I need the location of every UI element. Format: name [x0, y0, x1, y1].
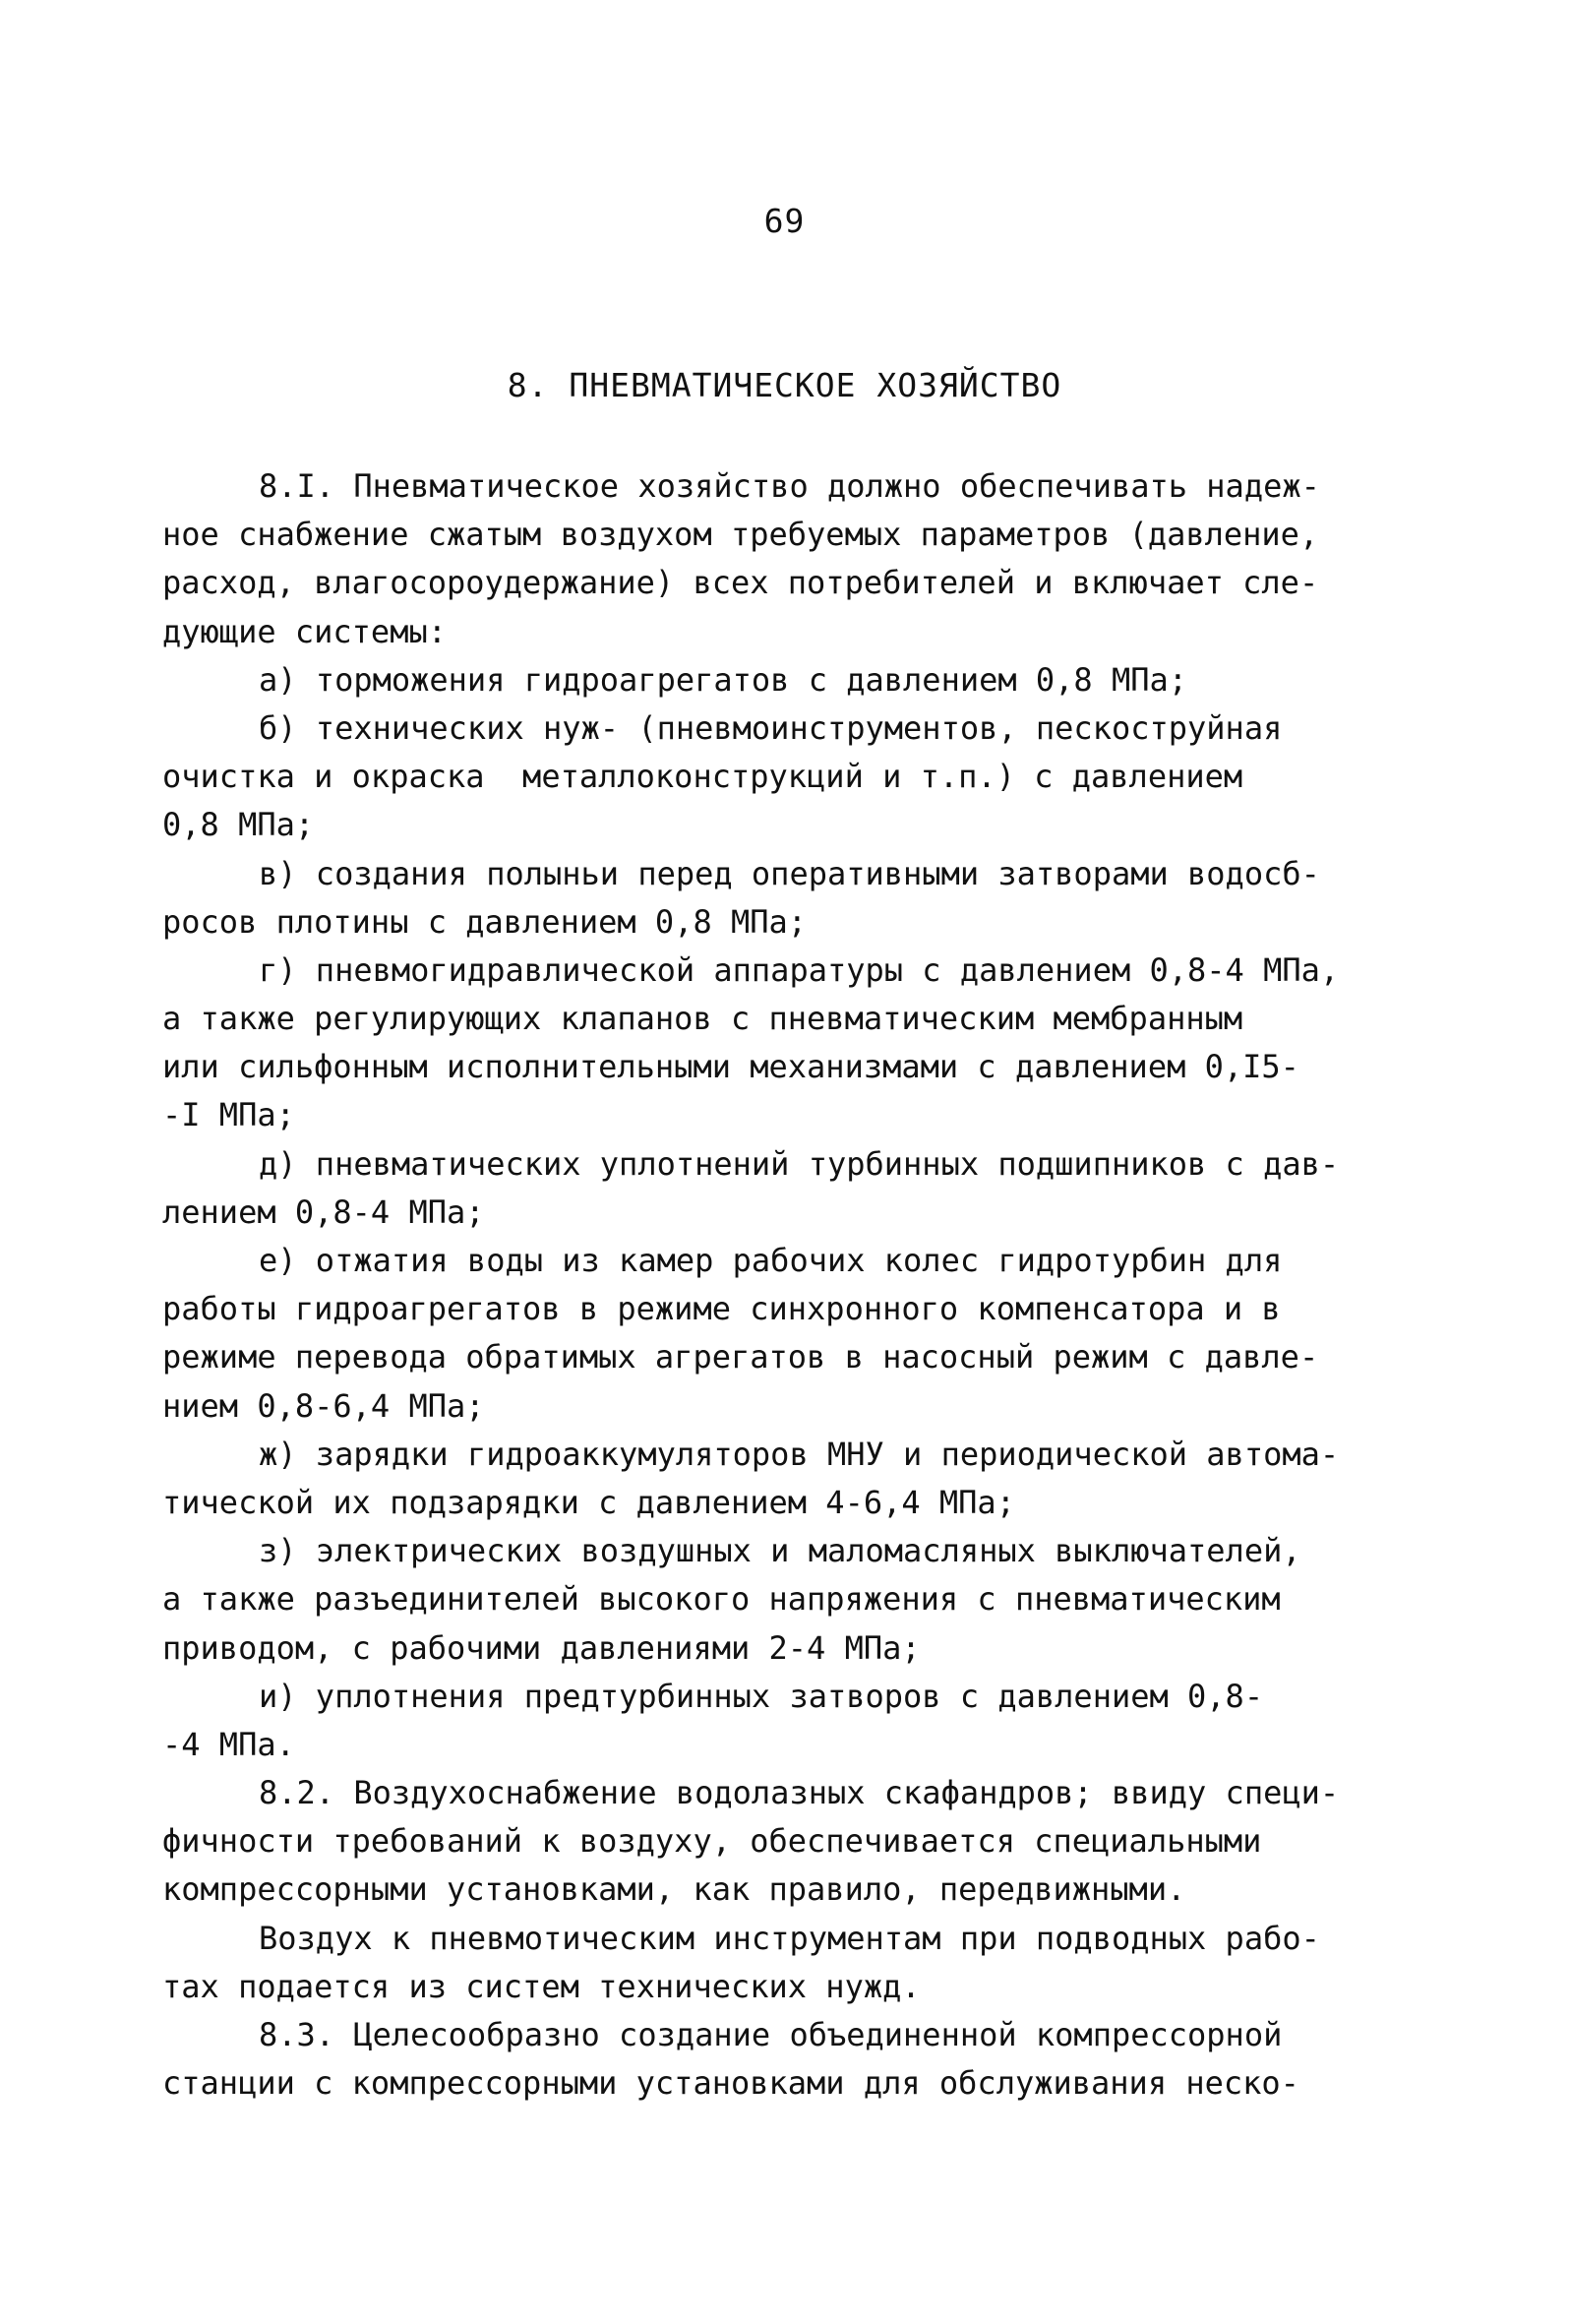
text-line: 8.I. Пневматическое хозяйство должно обеспечивать надеж- [259, 467, 1320, 505]
text-line: лением 0,8-4 МПа; [162, 1193, 485, 1231]
text-line: компрессорными установками, как правило, передвижными. [162, 1870, 1186, 1909]
text-line: Воздух к пневмотическим инструментам при подводных рабо- [259, 1919, 1320, 1957]
body-text [162, 462, 1402, 2108]
section-heading: 8. ПНЕВМАТИЧЕСКОЕ ХОЗЯЙСТВО [507, 366, 1062, 404]
text-line: 8.2. Воздухоснабжение водолазных скафандров; ввиду специ- [259, 1774, 1340, 1812]
text-line: тической их подзарядки с давлением 4-6,4 МПа; [162, 1483, 1015, 1521]
text-line: ное снабжение сжатым воздухом требуемых параметров (давление, [162, 516, 1319, 554]
text-line: а также разъединителей высокого напряжения с пневматическим [162, 1580, 1281, 1619]
text-line: б) технических нуж- (пневмоинструментов, пескоструйная [259, 708, 1283, 747]
text-line: тах подается из систем технических нужд. [162, 1967, 921, 2005]
text-line: 8.3. Целесообразно создание объединенной компрессорной [259, 2016, 1283, 2053]
text-line: ж) зарядки гидроаккумуляторов МНУ и периодической автома- [259, 1435, 1340, 1473]
text-line: з) электрических воздушных и маломасляных выключателей, [259, 1532, 1301, 1570]
text-line: работы гидроагрегатов в режиме синхронного компенсатора и в [162, 1290, 1281, 1328]
text-line: в) создания полыньи перед оперативными затворами водосб- [259, 854, 1320, 892]
text-line: приводом, с рабочими давлениями 2-4 МПа; [162, 1628, 921, 1667]
text-line: очистка и окраска металлоконструкций и т.п.) с давлением [162, 758, 1243, 796]
text-line: д) пневматических уплотнений турбинных подшипников с дав- [259, 1144, 1340, 1183]
text-line: а также регулирующих клапанов с пневматическим мембранным [162, 1000, 1243, 1038]
text-line: а) торможения гидроагрегатов с давлением 0,8 МПа; [259, 660, 1188, 699]
page-number: 69 [763, 202, 806, 240]
text-line: расход, влагосороудержание) всех потребителей и включает сле- [162, 564, 1319, 602]
text-line: или сильфонным исполнительными механизмами с давлением 0,I5- [162, 1048, 1299, 1086]
text-line: режиме перевода обратимых агрегатов в насосный режим с давле- [162, 1338, 1319, 1376]
text-line: станции с компрессорными установками для обслуживания неско- [162, 2064, 1299, 2103]
text-line: е) отжатия воды из камер рабочих колес гидротурбин для [259, 1242, 1283, 1279]
text-line: 0,8 МПа; [162, 806, 315, 844]
text-line: росов плотины с давлением 0,8 МПа; [162, 902, 808, 941]
text-line: фичности требований к воздуху, обеспечивается специальными [162, 1822, 1262, 1861]
text-line: г) пневмогидравлической аппаратуры с давлением 0,8-4 МПа, [259, 950, 1340, 989]
text-line: -I МПа; [162, 1096, 295, 1134]
text-line: -4 МПа. [162, 1725, 295, 1763]
text-line: нием 0,8-6,4 МПа; [162, 1386, 485, 1425]
text-line: дующие системы: [162, 612, 447, 650]
text-line: и) уплотнения предтурбинных затворов с давлением 0,8- [259, 1677, 1264, 1715]
